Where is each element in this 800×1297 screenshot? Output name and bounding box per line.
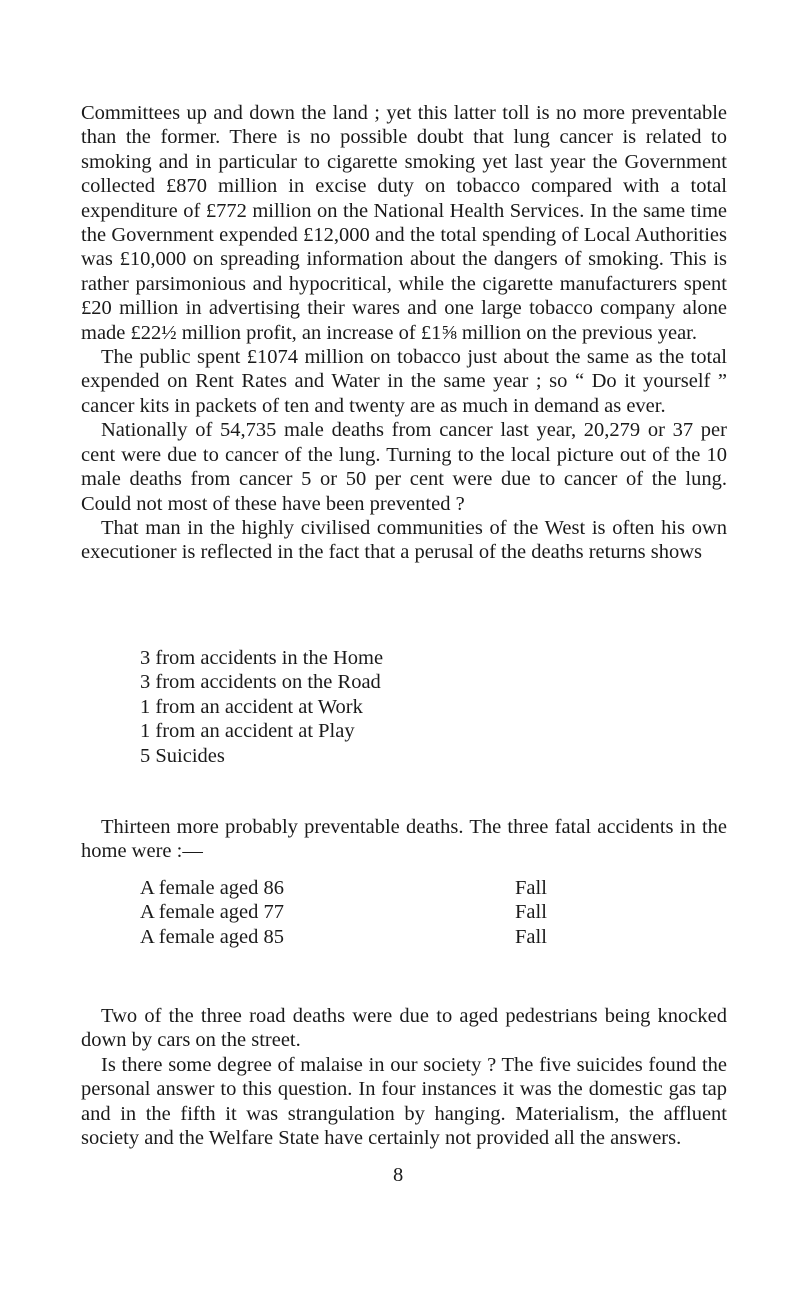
- paragraph-tobacco-revenue: Committees up and down the land ; yet this latter toll is no more preventable than the former. There is no possible doubt that lung cancer is related to smoking and in particular to cigarette smoking yet last year the Government collected £870 million in excise duty on tobacco compared with a total expenditure of £772 million on the National Health Services. In the same time the Government expended £12,000 and the total spending of Local Authorities was £10,000 on spreading information about the dangers of smoking. This is rather parsimonious and hypocritical, while the cigarette manufacturers spent £20 million in advertising their wares and one large tobacco company alone made £22½ million profit, an increase of £1⅝ million on the previous year.: [81, 102, 727, 344]
- paragraph-own-executioner: That man in the highly civilised communities of the West is often his own executioner is reflected in the fact that a perusal of the deaths returns shows: [81, 516, 727, 564]
- list-item: 5 Suicides: [140, 744, 225, 767]
- table-row: [140, 925, 547, 949]
- cause-cell: Fall: [515, 925, 547, 948]
- list-item: 3 from accidents on the Road: [140, 671, 381, 694]
- table-row: [140, 876, 547, 900]
- closing-section: [81, 1004, 727, 1150]
- person-cell: A female aged 77: [140, 901, 285, 924]
- home-accidents-table: [140, 876, 547, 949]
- opening-section: [81, 101, 727, 565]
- person-cell: A female aged 86: [140, 877, 285, 899]
- paragraph-road-deaths: Two of the three road deaths were due to aged pedestrians being knocked down by cars on the street.: [81, 1005, 727, 1052]
- cause-cell: Fall: [515, 877, 547, 899]
- paragraph-malaise: Is there some degree of malaise in our society ? The five suicides found the personal answer to this question. In four instances it was the domestic gas tap and in the fifth it was strangulation by hanging. Materialism, the affluent society and the Welfare State have certainly not provided all the answers.: [81, 1053, 727, 1150]
- paragraph-public-spending: The public spent £1074 million on tobacco just about the same as the total expended on Rent Rates and Water in the same year ; so “ Do it yourself ” cancer kits in packets of ten and twenty are as much in demand as ever.: [81, 346, 727, 417]
- page-number: 8: [393, 1164, 404, 1186]
- list-item: 3 from accidents in the Home: [140, 647, 384, 669]
- preventable-deaths-list: [140, 646, 383, 768]
- cause-cell: Fall: [515, 901, 547, 924]
- paragraph-national-cancer-deaths: Nationally of 54,735 male deaths from cancer last year, 20,279 or 37 per cent were due to cancer of the lung. Turning to the local picture out of the 10 male deaths from cancer 5 or 50 per cent were due to cancer of the lung. Could not most of these have been prevented ?: [81, 419, 727, 515]
- paragraph-thirteen-deaths: Thirteen more probably preventable deaths. The three fatal accidents in the home were :—: [81, 816, 727, 863]
- list-item: 1 from an accident at Play: [140, 720, 355, 743]
- table-row: [140, 900, 547, 924]
- person-cell: A female aged 85: [140, 925, 285, 948]
- list-item: 1 from an accident at Work: [140, 695, 363, 718]
